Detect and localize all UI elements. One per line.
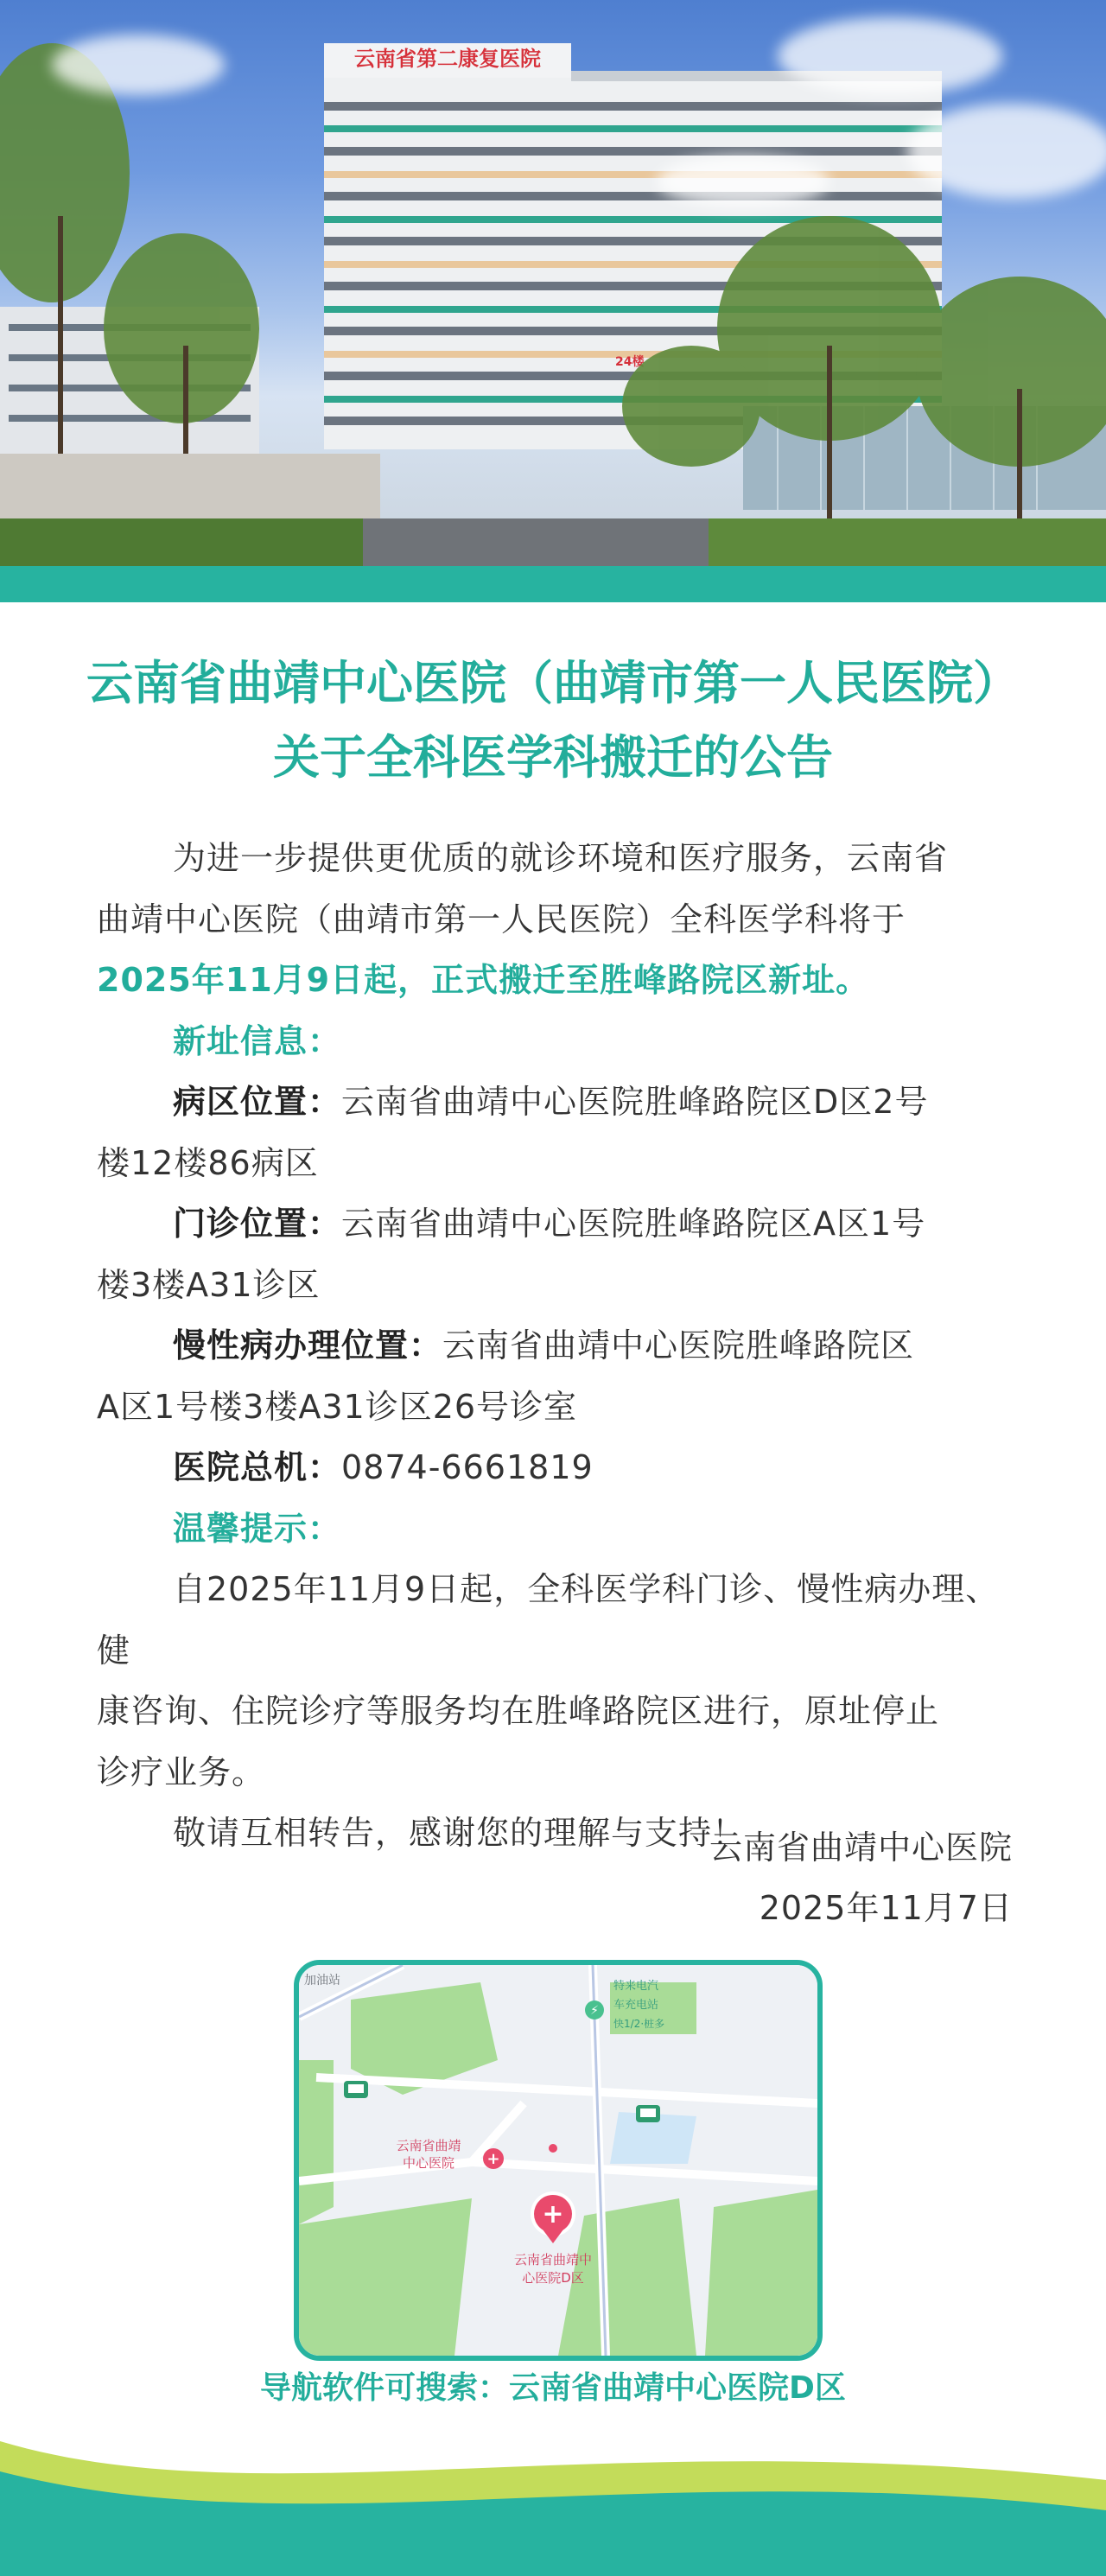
charging-station-label-2: 车充电站 [613,1999,659,2012]
location-map [294,1960,823,2361]
location-dot [549,2144,557,2153]
intro-highlight: 2025年11月9日起，正式搬迁至胜峰路院区新址。 [97,961,870,999]
bus-stop-icon [636,2105,660,2122]
clinic-location [97,1193,1016,1255]
ward-location [97,1072,1016,1133]
phone-value: 0874-6661819 [341,1448,594,1486]
notice-title [0,646,1106,795]
map-caption: 导航软件可搜索：云南省曲靖中心医院D区 [260,2370,846,2406]
new-address-heading: 新址信息： [173,1021,342,1060]
charging-station-label-1: 特来电汽 [613,1980,659,1993]
tips-line-1: 自2025年11月9日起，全科医学科门诊、慢性病办理、健 [97,1570,1000,1670]
intro-line-1: 为进一步提供更优质的就诊环境和医疗服务，云南省 [173,839,949,877]
ward-label: 病区位置： [173,1083,342,1121]
title-line-2: 关于全科医学科搬迁的公告 [273,730,833,785]
ward-value: 云南省曲靖中心医院胜峰路院区D区2号 [341,1083,929,1121]
signature-block [709,1817,1013,1938]
hospital-phone [97,1437,1016,1498]
clinic-value: 云南省曲靖中心医院胜峰路院区A区1号 [341,1205,926,1243]
bus-stop-icon [344,2081,368,2098]
hospital-label-2: 中心医院 [402,2155,455,2171]
chronic-label: 慢性病办理位置： [173,1326,443,1364]
chronic-value: 云南省曲靖中心医院胜峰路院区 [442,1326,915,1364]
map-canvas [299,1965,817,2356]
tips-heading: 温馨提示： [173,1509,342,1548]
charging-station-label-3: 快1/2·桩多 [613,2018,665,2030]
signature-org: 云南省曲靖中心医院 [709,1829,1013,1867]
svg-text:+: + [486,2150,500,2168]
gas-station-label: 加油站 [304,1974,340,1988]
footer-wave [0,2420,1106,2576]
building-sign: 云南省第二康复医院 [354,47,541,71]
hospital-label-1: 云南省曲靖 [396,2138,461,2153]
notice-body [97,828,1016,1864]
tips-line-3: 诊疗业务。 [97,1752,266,1791]
closing-line: 敬请互相转告，感谢您的理解与支持！ [173,1814,747,1852]
signature-date: 2025年11月7日 [759,1889,1013,1927]
clinic-value-cont: 楼3楼A31诊区 [97,1265,321,1304]
phone-label: 医院总机： [173,1448,342,1486]
clinic-label: 门诊位置： [173,1205,342,1243]
target-label-2: 心医院D区 [522,2270,584,2286]
ward-value-cont: 楼12楼86病区 [97,1143,319,1182]
target-label-1: 云南省曲靖中 [513,2252,593,2268]
intro-line-2: 曲靖中心医院（曲靖市第一人民医院）全科医学科将于 [97,900,906,938]
hero-divider-strip [0,566,1106,602]
svg-text:+: + [542,2199,564,2229]
tips-line-2: 康咨询、住院诊疗等服务均在胜峰路院区进行，原址停止 [97,1692,940,1730]
svg-text:⚡: ⚡ [590,2004,599,2018]
title-line-1: 云南省曲靖中心医院（曲靖市第一人民医院） [86,656,1020,710]
floor-sign: 24楼 [615,355,645,369]
hero-photo [0,0,1106,566]
chronic-value-cont: A区1号楼3楼A31诊区26号诊室 [97,1387,578,1426]
chronic-location [97,1315,1016,1377]
